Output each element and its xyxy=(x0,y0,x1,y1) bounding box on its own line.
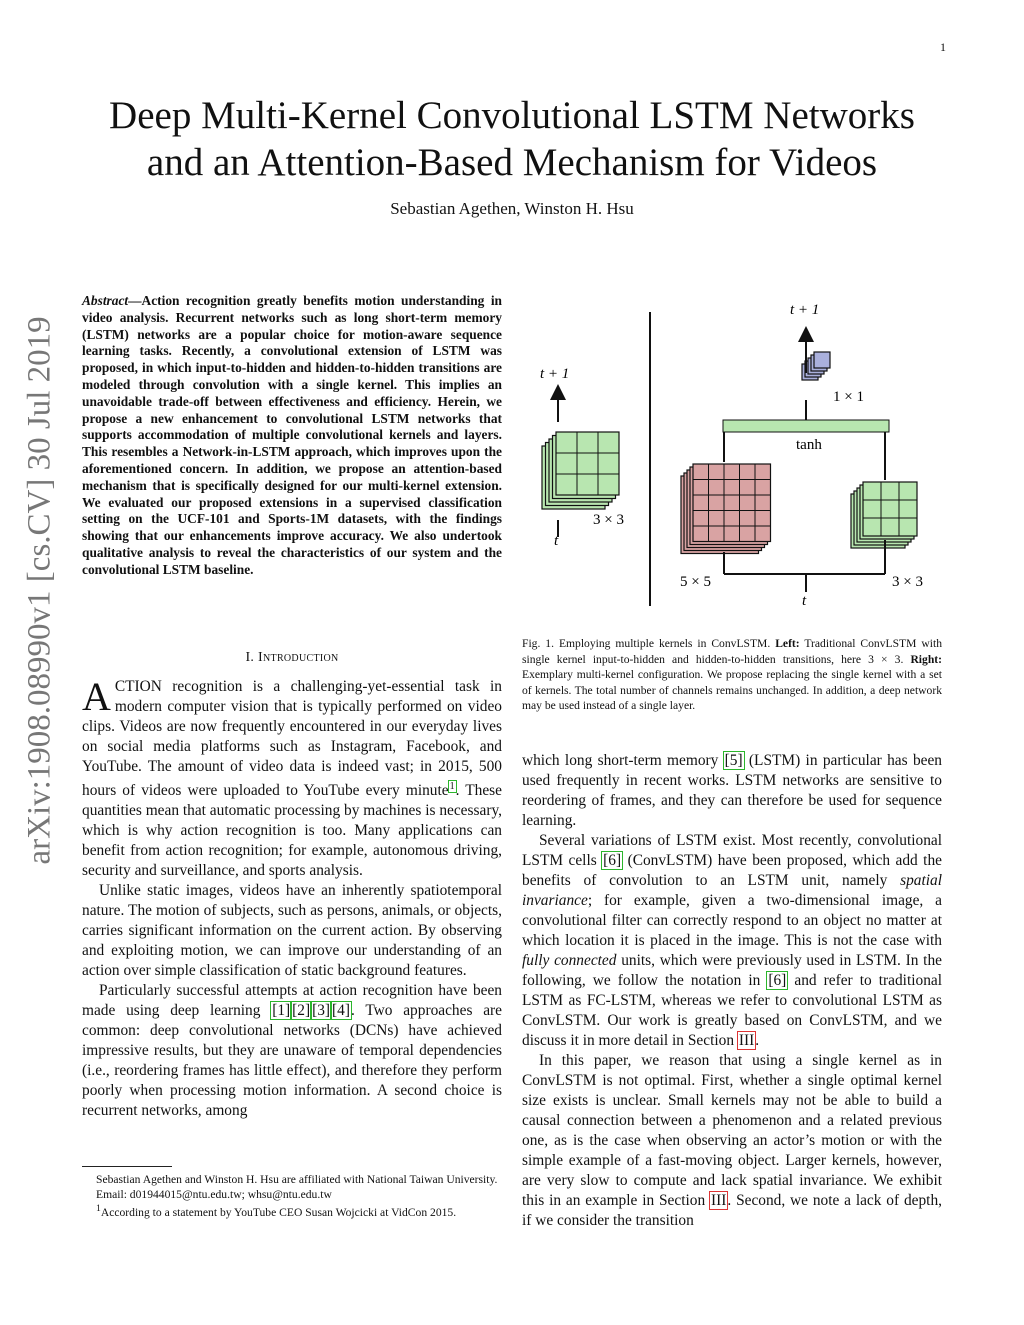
figure-1 xyxy=(518,292,948,614)
5x5-kernel-stack xyxy=(681,464,771,554)
tanh-bar xyxy=(723,420,889,432)
abstract: Abstract—Action recognition greatly benefits motion understanding in video analysis. Recurrent networks such as long short-term memory (LSTM) networks are a popular choice for motion-aware sequence learning tasks. Recently, a convolutional extension of LSTM was proposed, in which input-to-hidden and hidden-to-hidden transitions are modeled through convolution with a single kernel. This implies an unavoidable trade-off between effectiveness and efficiency. Herein, we propose a new enhancement to convolutional LSTM networks that supports accommodation of multiple convolutional kernels and layers. This resembles a Network-in-LSTM approach, which improves upon the aforementioned concern. In addition, we propose an attention-based mechanism that is specifically designed for our multi-kernel extension. We evaluated our proposed extensions in a supervised classification setting on the UCF-101 and Sports-1M datasets, with the findings showing that our enhancements improve accuracy. We also undertook qualitative analysis to reveal the characteristics of our system and the convolutional LSTM baseline. xyxy=(82,293,502,577)
label-t-left: t xyxy=(554,533,559,549)
section-link[interactable]: III xyxy=(738,1032,755,1049)
arxiv-identifier: arXiv:1908.08990v1 [cs.CV] 30 Jul 2019 xyxy=(21,316,58,865)
page-number: 1 xyxy=(940,40,946,54)
citation-link[interactable]: [1] xyxy=(272,1002,291,1020)
right-paragraph-2: Several variations of LSTM exist. Most recently, convolutional LSTM cells [6] (ConvLSTM) have been proposed, which add the benefits of convolution to an LSTM unit, namely spatial invariance; for example, given a two-dimensional image, a convolutional filter can correctly respond to an object no matter at which location it is placed in the image. This is not the case with fully connected units, which were previously used in LSTM. In the following, we follow the notation in [6] and refer to traditional LSTM as FC-LSTM, whereas we refer to convolutional LSTM as ConvLSTM. Our work is greatly based on ConvLSTM, and we discuss it in more detail in Section III. xyxy=(522,832,942,1049)
abstract-label: Abstract xyxy=(82,293,129,308)
citation-link[interactable]: [6] xyxy=(768,972,787,989)
citation-link[interactable]: [3] xyxy=(312,1002,331,1020)
intro-paragraph-2: Unlike static images, videos have an inherently spatiotemporal nature. The motion of subjects, such as persons, animals, or objects, carries significant information on the current action. By observing and exploiting motion, we can improve our understanding of an action over simple classification of static background features. xyxy=(82,882,502,980)
title-line-1: Deep Multi-Kernel Convolutional LSTM Networks xyxy=(109,94,915,137)
kernel-layer xyxy=(814,352,830,368)
kernel-layer xyxy=(863,482,917,536)
paper-title xyxy=(40,92,984,186)
drop-cap: A xyxy=(82,674,111,719)
section-number: I. xyxy=(245,650,255,665)
citation-link[interactable]: [5] xyxy=(724,752,743,769)
footnote-rule xyxy=(82,1166,172,1167)
kernel-layer xyxy=(693,464,771,542)
label-1x1: 1 × 1 xyxy=(833,389,864,405)
kernel-layer xyxy=(556,432,619,495)
3x3-kernel-stack xyxy=(851,482,917,548)
citation-link[interactable]: [2] xyxy=(292,1002,311,1020)
right-paragraph-1: which long short-term memory [5] (LSTM) in particular has been used frequently in recent works. LSTM networks are sensitive to reordering of frames, and they can therefore be used for sequence learning. xyxy=(522,752,942,829)
intro-paragraph-1: ACTION recognition is a challenging-yet-essential task in modern computer vision that is typically performed on video clips. Videos are now frequently encountered in our everyday lives on social media platforms such as Instagram, Facebook, and YouTube. The amount of video data is indeed vast; in 2015, 500 hours of videos were uploaded to YouTube every minute$^1$. These quantities mean that automatic processing by machines is necessary, which is why action recognition is too. Many applications can benefit from action recognition; for example, autonomous driving, security and surveillance, and sports analysis. xyxy=(82,674,502,880)
label-3x3-right: 3 × 3 xyxy=(892,574,923,590)
authors: Sebastian Agethen, Winston H. Hsu xyxy=(390,199,634,218)
citation-link[interactable]: [4] xyxy=(332,1002,350,1020)
footnote-link[interactable]: 1 xyxy=(449,781,455,792)
section-link[interactable]: III xyxy=(711,1192,727,1209)
section-heading xyxy=(82,650,502,666)
left-kernel-stack xyxy=(542,432,619,509)
intro-right-column xyxy=(522,751,942,1231)
label-t-plus-1-right: t + 1 xyxy=(790,302,820,318)
email-note: Email: d01944015@ntu.edu.tw; whsu@ntu.edu.tw xyxy=(96,1187,332,1201)
intro-left-column xyxy=(82,674,502,1121)
footnotes xyxy=(82,1173,502,1220)
label-3x3-left: 3 × 3 xyxy=(593,512,624,528)
section-title: Introduction xyxy=(258,650,339,665)
right-paragraph-3: In this paper, we reason that using a single kernel as in ConvLSTM is not optimal. First, whether a single optimal kernel size exists is unclear. Small kernels may not be able to build a causal connection between a phenomenon and a related previous one, as is the case when observing an actor’s motion or with the simple example of a fast-moving object. Larger kernels, however, are very slow to compute and lack spatial invariance. We exhibit this in an example in Section III. Second, we note a lack of depth, if we consider the transition xyxy=(522,1052,942,1229)
abstract-text: Action recognition greatly benefits motion understanding in video analysis. Recurrent networks such as long short-term memory (LSTM) networks are a popular choice for motion-aware sequence learning tasks. Recently, a convolutional extension of LSTM was proposed, in which input-to-hidden and hidden-to-hidden transitions are modeled through convolution with a single kernel. This implies an unavoidable trade-off between effectiveness and efficiency. Herein, we propose a new enhancement to convolutional LSTM networks that supports accommodation of multiple convolutional kernels and layers. This resembles a Network-in-LSTM approach, which improves upon the aforementioned concern. In addition, we propose an attention-based mechanism that is specifically designed for our multi-kernel extension. We evaluated our proposed extensions in a supervised classification setting on the UCF-101 and Sports-1M datasets, with the findings showing that our enhancements improve accuracy. We also undertook qualitative analysis to reveal the characteristics of our system and the convolutional LSTM baseline. xyxy=(82,293,502,577)
figure-caption: Fig. 1. Employing multiple kernels in ConvLSTM. Left: Traditional ConvLSTM with single kernel input-to-hidden and hidden-to-hidden transitions, here 3 × 3. Right: Exemplary multi-kernel configuration. We propose replacing the single kernel with a set of kernels. The total number of channels remains unchanged. In addition, a deep network may be used instead of a single layer. xyxy=(522,637,942,712)
label-t-plus-1-left: t + 1 xyxy=(540,366,570,382)
label-tanh: tanh xyxy=(796,437,822,453)
footnote-1: $^1$According to a statement by YouTube CEO Susan Wojcicki at VidCon 2015. xyxy=(96,1203,457,1219)
label-5x5: 5 × 5 xyxy=(680,574,711,590)
title-line-2: and an Attention-Based Mechanism for Videos xyxy=(146,141,878,184)
citation-link[interactable]: [6] xyxy=(603,852,622,869)
label-t-right: t xyxy=(802,593,807,609)
affiliation-note: Sebastian Agethen and Winston H. Hsu are affiliated with National Taiwan University. xyxy=(96,1173,498,1186)
intro-paragraph-3: Particularly successful attempts at action recognition have been made using deep learning [1] [2] [3] [4]. Two approaches are common: deep convolutional networks (DCNs) have achieved impressive results, but they are unaware of temporal dependencies (i.e., reordering frames has little effect), and therefore they perform poorly when processing motion information. A second choice is recurrent networks, among xyxy=(82,982,502,1120)
